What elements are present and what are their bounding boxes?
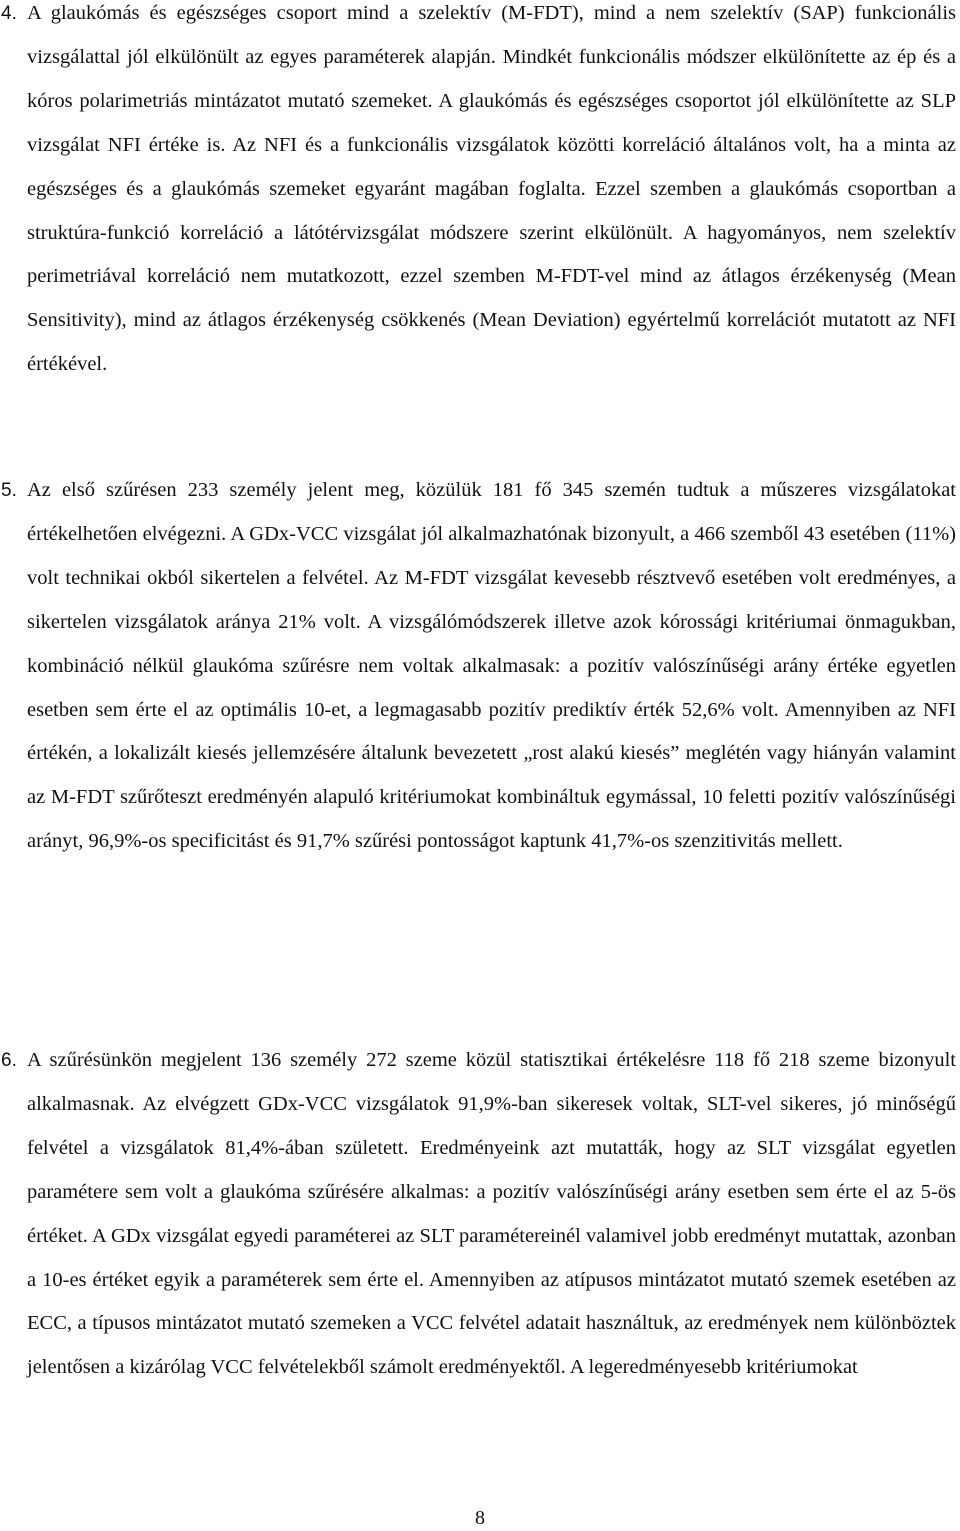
list-number: 5. — [1, 480, 17, 501]
paragraph: A glaukómás és egészséges csoport mind a szelektív (M-FDT), mind a nem szelektív (SAP) funkcionális vizsgálattal jól elkülönült az egyes paraméterek alapján. Mindkét funkcionális módszer elkülönítette az ép és a kóros polarimetriás mintázatot mutató szemeket. A glaukómás és egészséges csoportot jól elkülönítette az SLP vizsgálat NFI értéke is. Az NFI és a funkcionális vizsgálatok közötti korreláció általános volt, ha a minta az egészséges és a glaukómás szemeket egyaránt magában foglalta. Ezzel szemben a glaukómás csoportban a struktúra-funkció korreláció a látótérvizsgálat módszere szerint elkülönült. A hagyományos, nem szelektív perimetriával korreláció nem mutatkozott, ezzel szemben M-FDT-vel mind az átlagos érzékenység (Mean Sensitivity), mind az átlagos érzékenység csökkenés (Mean Deviation) egyértelmű korrelációt mutatott az NFI értékével. — [27, 2, 956, 376]
list-number: 6. — [1, 1050, 17, 1071]
paragraph: Az első szűrésen 233 személy jelent meg, közülük 181 fő 345 szemén tudtuk a műszeres vizsgálatokat értékelhetően elvégezni. A GDx-VCC vizsgálat jól alkalmazhatónak bizonyult, a 466 szemből 43 esetében (11%) volt technikai okból sikertelen a felvétel. Az M-FDT vizsgálat kevesebb résztvevő esetében volt eredményes, a sikertelen vizsgálatok aránya 21% volt. A vizsgálómódszerek illetve azok kórossági kritériumai önmagukban, kombináció nélkül glaukóma szűrésre nem voltak alkalmasak: a pozitív valószínűségi arány értéke egyetlen esetben sem érte el az optimális 10-et, a legmagasabb pozitív prediktív érték 52,6% volt. Amennyiben az NFI értékén, a lokalizált kiesés jellemzésére általunk bevezetett „rost alakú kiesés” meglétén vagy hiányán valamint az M-FDT szűrőteszt eredményén alapuló kritériumokat kombináltuk egymással, 10 feletti pozitív valószínűségi arányt, 96,9%-os specificitást és 91,7% szűrési pontosságot kaptunk 41,7%-os szenzitivitás mellett. — [27, 479, 956, 853]
list-item-6 — [0, 1039, 956, 1390]
list-number: 4. — [1, 3, 17, 24]
list-item-4 — [0, 0, 956, 387]
paragraph: A szűrésünkön megjelent 136 személy 272 szeme közül statisztikai értékelésre 118 fő 218 szeme bizonyult alkalmasnak. Az elvégzett GDx-VCC vizsgálatok 91,9%-ban sikeresek voltak, SLT-vel sikeres, jó minőségű felvétel a vizsgálatok 81,4%-ában született. Eredményeink azt mutatták, hogy az SLT vizsgálat egyetlen paramétere sem volt a glaukóma szűrésére alkalmas: a pozitív valószínűségi arány esetben sem érte el az 5-ös értéket. A GDx vizsgálat egyedi paraméterei az SLT paramétereinél valamivel jobb eredményt mutattak, azonban a 10-es értéket egyik a paraméterek sem érte el. Amennyiben az atípusos mintázatot mutató szemek esetében az ECC, a típusos mintázatot mutató szemeken a VCC felvétel adatait használtuk, az eredmények nem különböztek jelentősen a kizárólag VCC felvételekből számolt eredményektől. A legeredményesebb kritériumokat — [27, 1049, 956, 1379]
page-number: 8 — [475, 1507, 485, 1529]
list-item-5 — [0, 469, 956, 864]
